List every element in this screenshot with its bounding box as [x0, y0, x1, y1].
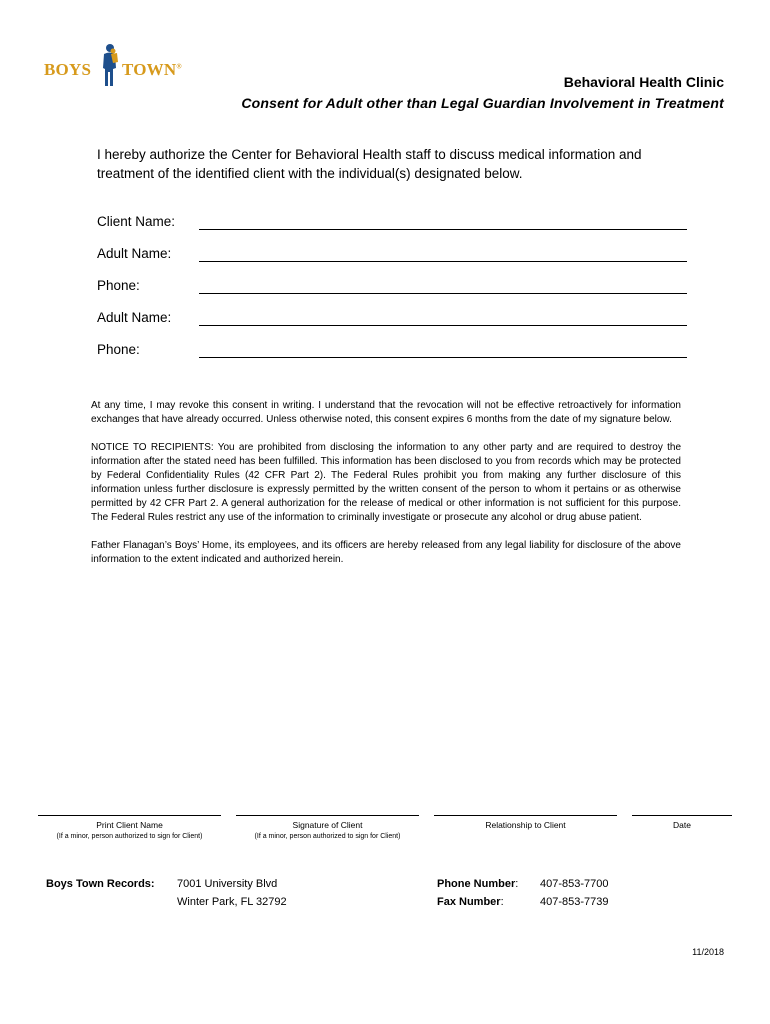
fax-number-label: Fax Number: — [437, 896, 504, 908]
phone-label-1: Phone: — [97, 278, 140, 293]
logo-text-right: TOWN® — [122, 60, 182, 79]
revocation-paragraph: At any time, I may revoke this consent in writing. I understand that the revocation will not be effective retroactively for information exchanges that have already occurred. Unless otherwise noted, this consent expires 6 months from the date of my signature below. — [91, 400, 681, 425]
print-client-name-label: Print Client Name — [96, 820, 163, 830]
authorization-statement: I hereby authorize the Center for Behavioral Health staff to discuss medical information and treatment of the identified client with the individual(s) designated below. — [97, 147, 642, 181]
signature-of-client-label: Signature of Client — [292, 820, 363, 830]
date-block — [632, 815, 732, 830]
relationship-block — [434, 815, 617, 830]
document-header — [241, 72, 724, 114]
adult-name-field-2[interactable] — [199, 325, 687, 326]
phone-row-1 — [97, 274, 687, 306]
client-name-row — [97, 210, 687, 242]
print-client-name-note: (If a minor, person authorized to sign for Client) — [56, 833, 203, 840]
signature-of-client-field[interactable] — [236, 815, 419, 816]
form-title: Consent for Adult other than Legal Guardian Involvement in Treatment — [241, 95, 724, 111]
records-contact-values — [540, 875, 609, 911]
fax-number-value: 407-853-7739 — [540, 896, 609, 908]
records-address — [177, 875, 287, 911]
phone-number-value: 407-853-7700 — [540, 878, 609, 890]
adult-name-field-1[interactable] — [199, 261, 687, 262]
contact-fields — [97, 210, 687, 370]
signature-of-client-block — [236, 815, 419, 840]
logo-text-left: BOYS — [44, 60, 92, 79]
adult-name-row-1 — [97, 242, 687, 274]
signature-of-client-note: (If a minor, person authorized to sign for Client) — [254, 833, 401, 840]
records-contact-labels — [437, 875, 518, 911]
phone-field-2[interactable] — [199, 357, 687, 358]
phone-field-1[interactable] — [199, 293, 687, 294]
phone-row-2 — [97, 338, 687, 370]
consent-terms — [91, 399, 681, 581]
liability-release-paragraph: Father Flanagan’s Boys’ Home, its employees, and its officers are hereby released from any legal liability for disclosure of the above information to the extent indicated and authorized herein. — [91, 540, 681, 565]
client-name-field[interactable] — [199, 229, 687, 230]
boy-carrying-boy-icon — [98, 42, 120, 88]
print-client-name-block — [38, 815, 221, 840]
clinic-title: Behavioral Health Clinic — [563, 74, 724, 90]
relationship-field[interactable] — [434, 815, 617, 816]
relationship-label: Relationship to Client — [485, 820, 566, 830]
client-name-label: Client Name: — [97, 214, 176, 229]
adult-name-label-2: Adult Name: — [97, 310, 172, 325]
form-revision-date: 11/2018 — [692, 947, 724, 957]
address-line-1: 7001 University Blvd — [177, 878, 278, 890]
phone-number-label: Phone Number: — [437, 878, 519, 890]
address-line-2: Winter Park, FL 32792 — [177, 896, 287, 908]
adult-name-row-2 — [97, 306, 687, 338]
date-label: Date — [673, 820, 691, 830]
phone-label-2: Phone: — [97, 342, 140, 357]
notice-to-recipients-paragraph: NOTICE TO RECIPIENTS: You are prohibited from disclosing the information to any other party and are required to destroy the information after the stated need has been fulfilled. This information has been disclosed to you from records which may be protected by Federal Confidentiality Rules (42 CFR Part 2). The Federal Rules prohibit you from making any further disclosure of this information unless further disclosure is expressly permitted by the written consent of the person to whom it pertains or as otherwise permitted by 42 CFR Part 2. A general authorization for the release of medical or other information is not sufficient for this purpose. The Federal Rules restrict any use of the information to criminally investigate or prosecute any alcohol or drug abuse patient. — [91, 442, 681, 523]
records-label: Boys Town Records: — [46, 878, 155, 890]
adult-name-label-1: Adult Name: — [97, 246, 172, 261]
date-field[interactable] — [632, 815, 732, 816]
print-client-name-field[interactable] — [38, 815, 221, 816]
